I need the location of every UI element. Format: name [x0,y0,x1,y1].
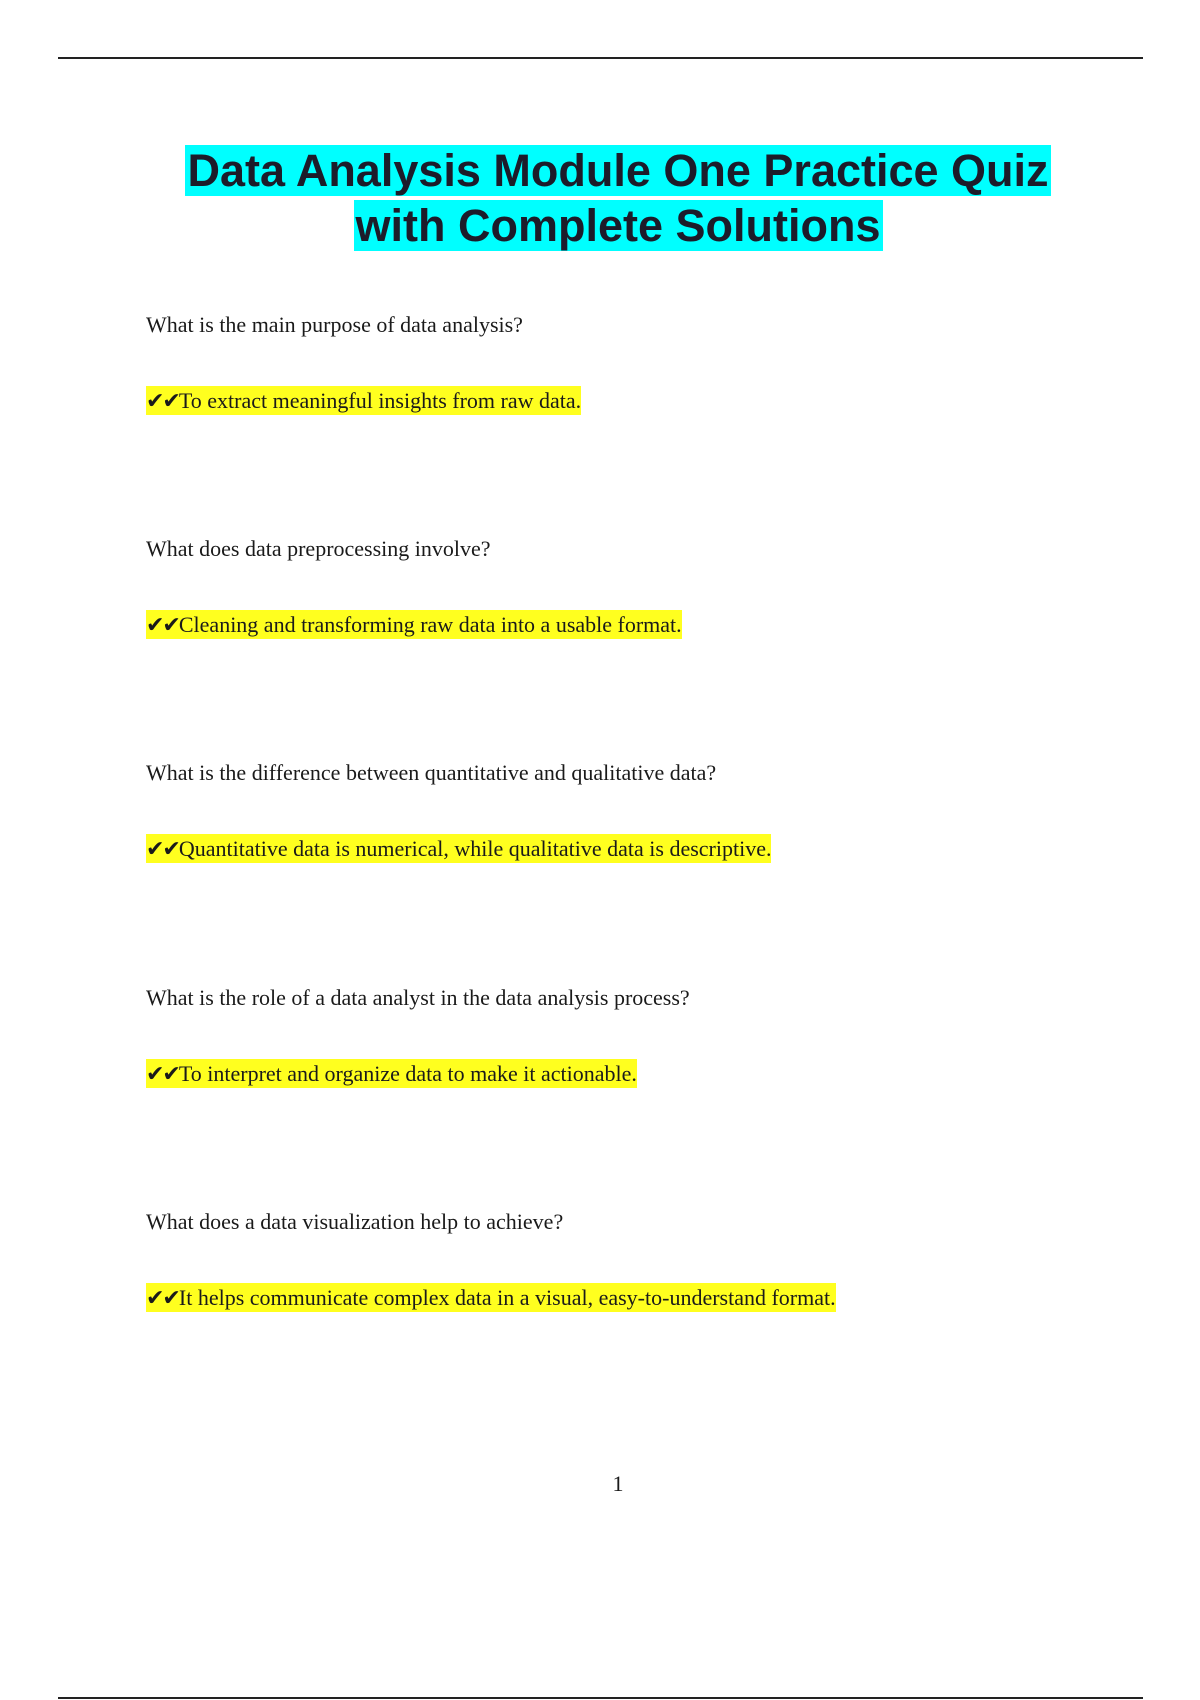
answer-text: Cleaning and transforming raw data into a usable format. [178,612,682,637]
double-check-icon: ✔✔ [146,389,179,414]
qa-item-3 [146,759,1126,864]
answer-block [146,1060,1126,1089]
answer-highlight [146,1059,637,1088]
answer-highlight [146,834,771,863]
answer-block [146,387,1126,416]
double-check-icon: ✔✔ [146,1062,179,1087]
answer-text: To interpret and organize data to make it actionable. [178,1061,637,1086]
double-check-icon: ✔✔ [146,837,179,862]
answer-text: To extract meaningful insights from raw data. [178,388,582,413]
document-title [0,143,1200,253]
question-text: What is the role of a data analyst in the data analysis process? [146,985,690,1010]
double-check-icon: ✔✔ [146,1286,179,1311]
qa-item-5 [146,1208,1126,1313]
double-check-icon: ✔✔ [146,613,179,638]
qa-item-2 [146,535,1126,640]
question-text: What is the main purpose of data analysis? [146,312,523,337]
footer-rule [58,1697,1143,1699]
page-number: 1 [612,1471,624,1496]
answer-text: It helps communicate complex data in a visual, easy-to-understand format. [178,1285,836,1310]
answer-block [146,611,1126,640]
question-text: What is the difference between quantitative and qualitative data? [146,760,717,785]
answer-text: Quantitative data is numerical, while qualitative data is descriptive. [178,836,772,861]
qa-item-1 [146,311,1126,416]
question-text: What does a data visualization help to achieve? [146,1209,564,1234]
answer-block [146,1284,1126,1313]
answer-highlight [146,386,581,415]
title-line-2: with Complete Solutions [355,200,881,251]
question-text: What does data preprocessing involve? [146,536,491,561]
answer-highlight [146,610,682,639]
title-line-1: Data Analysis Module One Practice Quiz [187,145,1049,196]
header-rule [58,57,1143,59]
answer-highlight [146,1283,836,1312]
answer-block [146,835,1126,864]
qa-item-4 [146,984,1126,1089]
